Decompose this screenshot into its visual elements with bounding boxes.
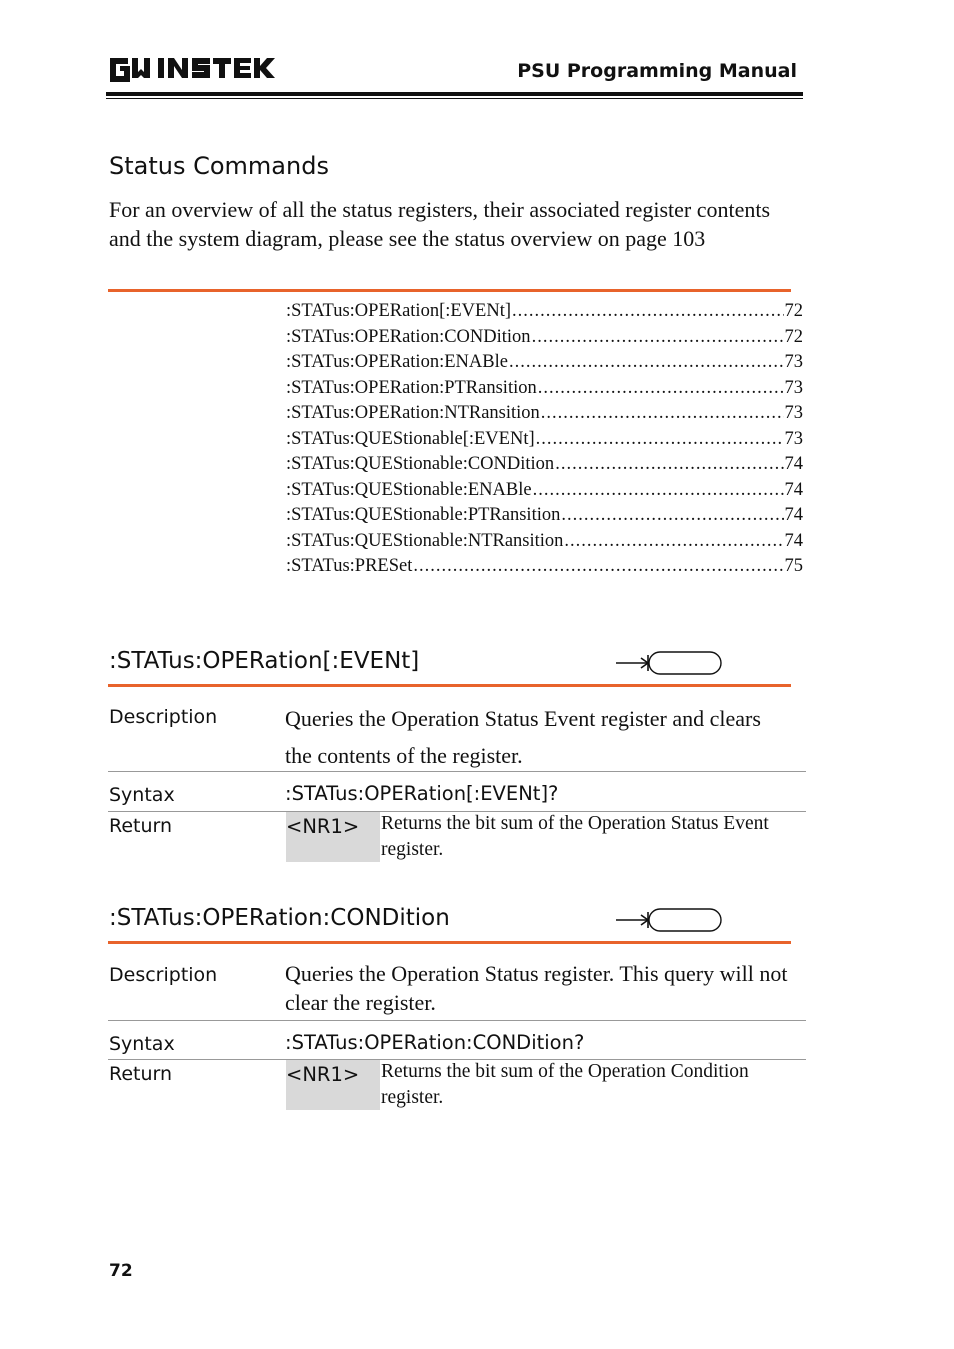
section-rule: [108, 289, 791, 292]
command-title: :STATus:OPERation:CONDition: [109, 905, 450, 931]
row-divider: [108, 771, 806, 772]
gw-instek-logo: [108, 52, 278, 84]
return-type: <NR1>: [286, 815, 360, 838]
row-divider: [108, 1020, 806, 1021]
section-intro: For an overview of all the status registers, their associated register contents and the system diagram, please see the status overview on page 103: [109, 197, 771, 251]
syntax-text: :STATus:OPERation[:EVENt]?: [285, 782, 559, 805]
syntax-label: Syntax: [109, 784, 175, 806]
description-label: Description: [109, 706, 218, 728]
syntax-label: Syntax: [109, 1033, 175, 1055]
toc-item[interactable]: :STATus:OPERation:NTRansition ..... 73: [286, 401, 803, 427]
toc-item[interactable]: :STATus:QUEStionable:NTRansition ..... 74: [286, 529, 803, 555]
section-title: Status Commands: [109, 152, 329, 180]
command-toc: [286, 299, 803, 580]
toc-item[interactable]: :STATus:QUEStionable:PTRansition ..... 74: [286, 503, 803, 529]
return-type: <NR1>: [286, 1063, 360, 1086]
return-label: Return: [109, 815, 173, 837]
description-text: Queries the Operation Status register. This query will not clear the register.: [285, 961, 788, 1015]
toc-item[interactable]: :STATus:PRESet ..... 75: [286, 554, 803, 580]
manual-title: PSU Programming Manual: [517, 60, 797, 82]
query-icon: [614, 650, 724, 676]
command-title: :STATus:OPERation[:EVENt]: [109, 648, 420, 674]
description-text: Queries the Operation Status Event register and clears the contents of the register.: [285, 706, 761, 768]
syntax-text: :STATus:OPERation:CONDition?: [285, 1031, 585, 1054]
page-number: 72: [109, 1261, 133, 1281]
command-rule: [108, 941, 791, 944]
return-label: Return: [109, 1063, 173, 1085]
description-label: Description: [109, 964, 218, 986]
return-text: Returns the bit sum of the Operation Condition register.: [381, 1061, 749, 1108]
header-rule-thick: [106, 92, 803, 96]
header-rule-thin: [106, 98, 803, 99]
toc-item[interactable]: :STATus:QUEStionable:ENABle ..... 74: [286, 478, 803, 504]
toc-item[interactable]: :STATus:OPERation[:EVENt] ..... 72: [286, 299, 803, 325]
toc-item[interactable]: :STATus:OPERation:PTRansition ..... 73: [286, 376, 803, 402]
query-icon: [614, 907, 724, 933]
return-text: Returns the bit sum of the Operation Status Event register.: [381, 813, 769, 860]
command-rule: [108, 684, 791, 687]
toc-item[interactable]: :STATus:QUEStionable:CONDition ..... 74: [286, 452, 803, 478]
toc-item[interactable]: :STATus:OPERation:CONDition ..... 72: [286, 325, 803, 351]
toc-item[interactable]: :STATus:QUEStionable[:EVENt] ..... 73: [286, 427, 803, 453]
toc-item[interactable]: :STATus:OPERation:ENABle ..... 73: [286, 350, 803, 376]
